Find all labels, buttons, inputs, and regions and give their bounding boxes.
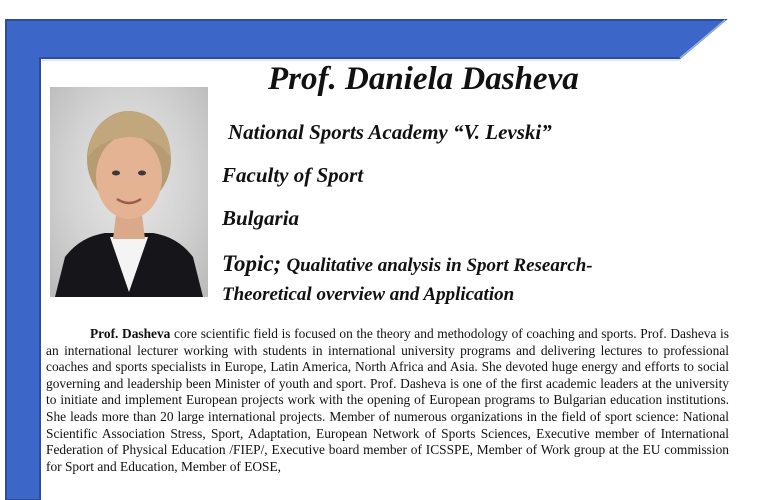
speaker-name: Prof. Daniela Dasheva: [268, 61, 579, 97]
faculty-line: Faculty of Sport: [222, 163, 364, 187]
topic-line: [222, 250, 593, 278]
country-line: Bulgaria: [222, 206, 300, 230]
biography-paragraph: [46, 326, 729, 475]
institution-line: National Sports Academy “V. Levski”: [228, 120, 552, 144]
bio-text: core scientific field is focused on the theory and methodology of coaching and sports. Prof. Dasheva is an international lecturer working with students in international university programs and delivering lectures to professional coaches and sports specialists in Europe, Latin America, North Africa and Asia. She devoted huge energy and efforts to social governing and leadership been Minister of youth and sport. Prof. Dasheva is one of the first academic leaders at the university to initiate and implement European projects work with the opening of European programs to Bulgarian education institutions. She leads more than 20 large international projects. Member of numerous organizations in the field of sport science: National Scientific Association Stress, Sport, Adaptation, European Network of Sports Sciences, Executive member of International Federation of Physical Education /FIEP/, Executive board member of ICSSPE, Member of Work group at the EU commission for Sport and Education, Member of EOSE,: [46, 326, 729, 474]
topic-label: Topic;: [222, 251, 282, 276]
portrait-photo: [50, 87, 208, 297]
topic-title-part2: Theoretical overview and Application: [222, 284, 515, 305]
topic-title-part1: Qualitative analysis in Sport Research-: [286, 255, 593, 276]
bio-lead-name: Prof. Dasheva: [90, 326, 171, 341]
